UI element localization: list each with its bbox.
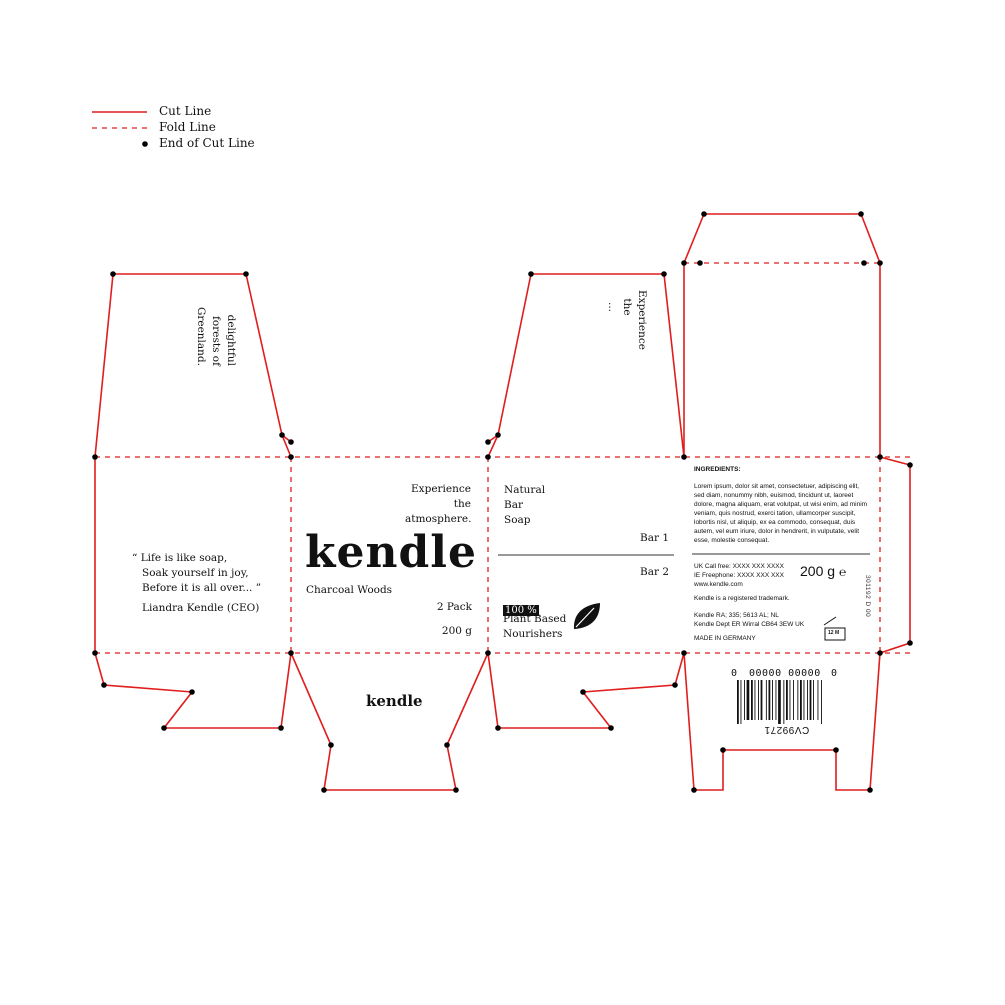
trademark-note: Kendle is a registered trademark. bbox=[694, 595, 790, 602]
leaf-icon bbox=[574, 603, 600, 629]
tagline-line: Experience bbox=[411, 483, 471, 495]
ceo-quote bbox=[132, 551, 261, 596]
barcode-bar bbox=[818, 680, 819, 720]
top-flap-right-text bbox=[604, 290, 649, 350]
barcode-bar bbox=[783, 680, 784, 724]
ingredients-line: esse, molestie consequat. bbox=[694, 537, 770, 544]
barcode-left-digit: 0 bbox=[731, 668, 738, 679]
contact-info bbox=[694, 562, 784, 589]
plant-claim bbox=[503, 612, 566, 642]
net-weight bbox=[800, 563, 846, 579]
ingredients-line: dolore, magna aliquam, erat volutpat, ut wisi enim, ad minim bbox=[694, 501, 868, 508]
variant-name: Charcoal Woods bbox=[306, 584, 393, 596]
ingredients-line: veniam, quis nostrud, exerci tation, ullamcorper suscipit, bbox=[694, 510, 856, 517]
tagline-line: the bbox=[453, 498, 471, 510]
flap-right-line: Experience bbox=[636, 290, 648, 350]
address-line: Kendle Dept ER Wirral CB64 3EW UK bbox=[694, 621, 805, 628]
barcode-bar bbox=[744, 680, 745, 720]
barcode-bar bbox=[755, 680, 756, 720]
product-type-line: Natural bbox=[504, 484, 546, 496]
barcode-code: CV99271 bbox=[764, 724, 810, 735]
claim-line: Plant Based bbox=[503, 613, 567, 625]
made-in: MADE IN GERMANY bbox=[694, 635, 756, 642]
quote-line: Soak yourself in joy, bbox=[142, 567, 249, 579]
quote-line: “ Life is like soap, bbox=[132, 552, 228, 564]
product-type-line: Bar bbox=[504, 499, 523, 511]
barcode-bar bbox=[790, 680, 791, 720]
brand-logo-small: kendle bbox=[366, 692, 423, 710]
contact-line: www.kendle.com bbox=[694, 581, 743, 588]
barcode-bar bbox=[804, 680, 805, 720]
pack-size: 2 Pack bbox=[436, 601, 472, 613]
barcode-bar bbox=[786, 680, 788, 720]
barcode-bar bbox=[821, 680, 822, 724]
open-jar-icon bbox=[824, 617, 845, 640]
barcode-bar bbox=[766, 680, 767, 720]
barcode-digits: 00000 00000 bbox=[749, 668, 821, 679]
barcode-bar bbox=[772, 680, 773, 720]
barcode-bar bbox=[747, 680, 750, 720]
net-weight-value: 200 g bbox=[800, 563, 836, 579]
flap-right-line: ... bbox=[606, 301, 618, 312]
ingredients-line: sed diam, nonummy nibh, euismod, tincidunt ut, laoreet bbox=[694, 492, 854, 499]
front-weight: 200 g bbox=[441, 625, 472, 637]
barcode-bar bbox=[810, 680, 812, 720]
front-tagline bbox=[405, 482, 471, 527]
legend-fold-label: Fold Line bbox=[159, 120, 216, 134]
quote-author: Liandra Kendle (CEO) bbox=[142, 602, 260, 614]
ingredients-line: Lorem ipsum, dolor sit amet, consectetuer, adipiscing elit, bbox=[694, 483, 860, 490]
flap-left-line: delightful bbox=[225, 314, 237, 366]
barcode-right-digit: 0 bbox=[831, 668, 838, 679]
brand-logo-main: kendle bbox=[305, 527, 477, 578]
barcode-bar bbox=[793, 680, 794, 720]
batch-code: 301192 D 00 bbox=[864, 575, 871, 618]
barcode-bar bbox=[741, 680, 742, 724]
flap-right-line: the bbox=[621, 298, 633, 316]
barcode-bar bbox=[807, 680, 808, 720]
ingredients-line: autem, vel eum iriure, dolor in hendrerit, in vulputate, velit bbox=[694, 528, 860, 535]
barcode-bars bbox=[737, 680, 822, 724]
product-type bbox=[504, 483, 545, 528]
barcode-bar bbox=[813, 680, 814, 720]
claim-line: Nourishers bbox=[503, 628, 563, 640]
legend-graphics bbox=[92, 112, 148, 147]
barcode-bar bbox=[776, 680, 777, 720]
barcode-bar bbox=[778, 680, 781, 724]
ingredients-line: lobortis nisl, ut aliquip, ex ea commodo, consequat, duis bbox=[694, 519, 856, 526]
bar-2-label: Bar 2 bbox=[640, 566, 670, 578]
bar-1-label: Bar 1 bbox=[640, 532, 670, 544]
barcode-bar bbox=[761, 680, 763, 720]
legend-end-label: End of Cut Line bbox=[159, 136, 255, 150]
ingredients-text bbox=[694, 482, 870, 545]
flap-left-line: Greenland. bbox=[195, 306, 207, 366]
estimated-sign: ℮ bbox=[838, 565, 847, 579]
contact-line: UK Call free: XXXX XXX XXXX bbox=[694, 563, 784, 570]
barcode-bar bbox=[737, 680, 739, 724]
barcode-bar bbox=[797, 680, 798, 720]
percent-value: 100 % bbox=[505, 605, 537, 616]
product-type-line: Soap bbox=[504, 514, 531, 526]
pao-label: 12 M bbox=[828, 630, 840, 636]
contact-line: IE Freephone: XXXX XXX XXX bbox=[694, 572, 784, 579]
barcode-bar bbox=[751, 680, 753, 720]
ingredients-heading: INGREDIENTS: bbox=[694, 466, 741, 473]
barcode-bar bbox=[769, 680, 771, 720]
quote-line: Before it is all over... ” bbox=[142, 582, 262, 594]
top-flap-left-text bbox=[193, 291, 238, 366]
barcode-bar bbox=[800, 680, 802, 720]
legend-end-dot bbox=[142, 141, 148, 147]
flap-left-line: forests of bbox=[210, 316, 222, 366]
address-line: Kendle RA; 335; 5613 AL; NL bbox=[694, 612, 779, 619]
company-address bbox=[694, 611, 804, 629]
barcode-bar bbox=[758, 680, 759, 720]
legend-cut-label: Cut Line bbox=[159, 104, 212, 118]
tagline-line: atmosphere. bbox=[405, 513, 472, 525]
